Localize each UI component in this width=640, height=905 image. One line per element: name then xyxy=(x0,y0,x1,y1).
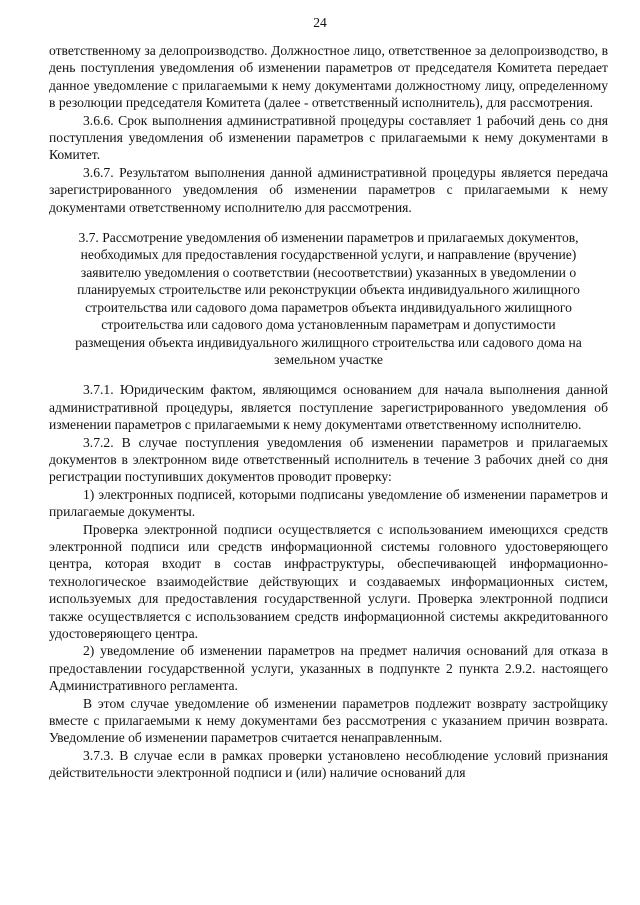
list-item-1: 1) электронных подписей, которыми подписаны уведомление об изменении параметров и прилагаемые документы. xyxy=(49,486,608,520)
paragraph-signature-check: Проверка электронной подписи осуществляется с использованием имеющихся средств электронной подписи или средств информационной системы головного удостоверяющего центра, которая входит в состав инфраструктуры, обеспечивающей информационно-технологическое взаимодействие действующих и создаваемых информационных систем, используемых для предоставления государственной услуги. Проверка электронной подписи также осуществляется с использованием средств информационной системы аккредитованного удостоверяющего центра. xyxy=(49,521,608,641)
paragraph-continuation: ответственному за делопроизводство. Должностное лицо, ответственное за делопроизводство, в день поступления уведомления об изменении параметров от председателя Комитета передает данное уведомление с прилагаемыми к нему документами должностному лицу, определенному в резолюции председателя Комитета (далее - ответственный исполнитель), для рассмотрения. xyxy=(49,43,608,111)
page-number: 24 xyxy=(313,15,327,30)
paragraph-3-6-7: 3.6.7. Результатом выполнения данной административной процедуры является передача зарегистрированного уведомления об изменении параметров с прилагаемыми к нему документами ответственному исполнителю для рассмотрения. xyxy=(49,164,608,215)
section-heading-3-7: 3.7. Рассмотрение уведомления об изменении параметров и прилагаемых документов, необходимых для предоставления государственной услуги, и направление (вручение) заявителю уведомления о соответствии (несоответствии) указанных в уведомлении о планируемых строительстве или реконструкции объекта индивидуального жилищного строительства или садового дома параметров объекта индивидуального жилищного строительства или садового дома установленным параметрам и допустимости размещения объекта индивидуального жилищного строительства или садового дома на земельном участке xyxy=(75,230,582,367)
paragraph-3-7-2: 3.7.2. В случае поступления уведомления об изменении параметров и прилагаемых документов в электронном виде ответственный исполнитель в течение 3 рабочих дней со дня регистрации поступивших документов проводит проверку: xyxy=(49,434,608,485)
paragraph-3-6-6: 3.6.6. Срок выполнения административной процедуры составляет 1 рабочий день со дня поступления уведомления об изменении параметров с прилагаемыми к нему документами в Комитет. xyxy=(49,112,608,163)
paragraph-return-notice: В этом случае уведомление об изменении параметров подлежит возврату застройщику вместе с прилагаемыми к нему документами без рассмотрения с указанием причин возврата. Уведомление об изменении параметров считается ненаправленным. xyxy=(49,695,608,746)
list-item-2: 2) уведомление об изменении параметров на предмет наличия оснований для отказа в предоставлении государственной услуги, указанных в подпункте 2 пункта 2.9.2. настоящего Административного регламента. xyxy=(49,643,608,694)
document-body xyxy=(49,42,608,782)
paragraph-3-7-3: 3.7.3. В случае если в рамках проверки установлено несоблюдение условий признания действительности электронной подписи и (или) наличие оснований для xyxy=(49,747,608,781)
paragraph-3-7-1: 3.7.1. Юридическим фактом, являющимся основанием для начала выполнения данной административной процедуры, является поступление зарегистрированного уведомления об изменении параметров с прилагаемыми к нему документами ответственному исполнителю. xyxy=(49,382,608,433)
